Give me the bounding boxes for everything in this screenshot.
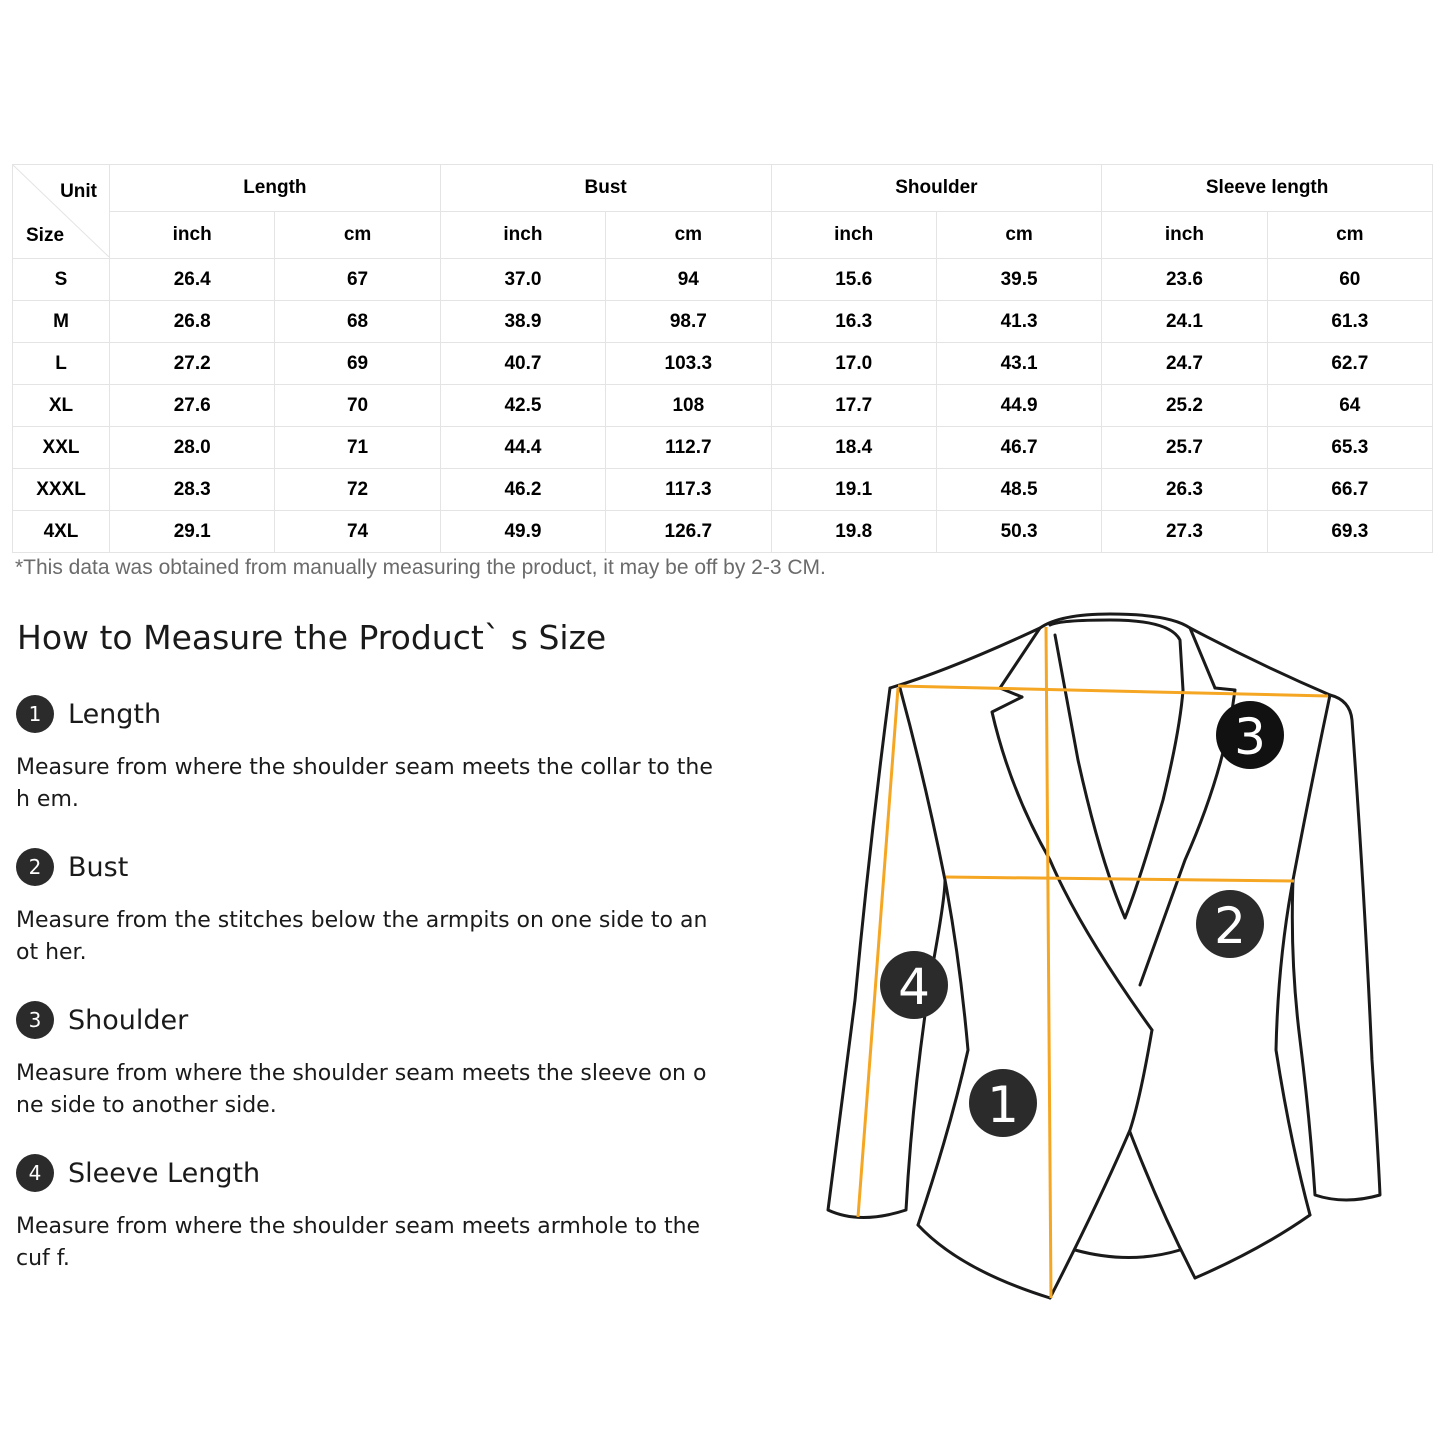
- marker-2: [1196, 890, 1264, 958]
- value-cell: 41.3: [936, 301, 1101, 343]
- size-cell: XXXL: [13, 469, 110, 511]
- table-row: [13, 259, 1433, 301]
- marker-4: [880, 951, 948, 1019]
- value-cell: 43.1: [936, 343, 1101, 385]
- group-header-shoulder: Shoulder: [771, 165, 1102, 212]
- value-cell: 74: [275, 511, 440, 553]
- step-number-badge: 4: [16, 1154, 54, 1192]
- step-title: Shoulder: [68, 1004, 189, 1036]
- step-title: Sleeve Length: [68, 1157, 261, 1189]
- value-cell: 69.3: [1267, 511, 1432, 553]
- size-rows: [13, 259, 1433, 553]
- step-bust: [16, 847, 716, 969]
- value-cell: 48.5: [936, 469, 1101, 511]
- value-cell: 26.8: [110, 301, 275, 343]
- value-cell: 50.3: [936, 511, 1101, 553]
- marker-3: [1216, 701, 1284, 769]
- value-cell: 29.1: [110, 511, 275, 553]
- value-cell: 68: [275, 301, 440, 343]
- size-chart-table: [12, 164, 1433, 553]
- step-description: Measure from where the shoulder seam meets the collar to the h em.: [16, 755, 713, 812]
- guide-title: How to Measure the Product` s Size: [17, 618, 607, 657]
- value-cell: 26.4: [110, 259, 275, 301]
- value-cell: 27.2: [110, 343, 275, 385]
- value-cell: 60: [1267, 259, 1432, 301]
- value-cell: 37.0: [440, 259, 605, 301]
- step-title: Bust: [68, 851, 129, 883]
- marker-3-label: 3: [1234, 708, 1266, 766]
- step-number-badge: 2: [16, 848, 54, 886]
- table-row: [13, 301, 1433, 343]
- value-cell: 39.5: [936, 259, 1101, 301]
- value-cell: 72: [275, 469, 440, 511]
- table-row: [13, 469, 1433, 511]
- value-cell: 49.9: [440, 511, 605, 553]
- value-cell: 46.2: [440, 469, 605, 511]
- marker-1-label: 1: [987, 1076, 1019, 1134]
- step-title: Length: [68, 698, 162, 730]
- unit-header: inch: [1102, 212, 1267, 259]
- value-cell: 19.8: [771, 511, 936, 553]
- value-cell: 108: [606, 385, 771, 427]
- step-shoulder: [16, 1000, 716, 1122]
- table-row: [13, 343, 1433, 385]
- unit-header: cm: [275, 212, 440, 259]
- value-cell: 42.5: [440, 385, 605, 427]
- unit-header: cm: [1267, 212, 1432, 259]
- size-cell: L: [13, 343, 110, 385]
- value-cell: 17.7: [771, 385, 936, 427]
- value-cell: 28.3: [110, 469, 275, 511]
- value-cell: 24.1: [1102, 301, 1267, 343]
- measurement-note: *This data was obtained from manually measuring the product, it may be off by 2-3 CM.: [15, 556, 826, 579]
- step-description: Measure from where the shoulder seam meets the sleeve on one side to another side.: [16, 1061, 707, 1118]
- unit-header: inch: [771, 212, 936, 259]
- value-cell: 44.4: [440, 427, 605, 469]
- group-header-length: Length: [110, 165, 441, 212]
- bust-measure-line: [946, 877, 1294, 881]
- value-cell: 38.9: [440, 301, 605, 343]
- unit-header: inch: [440, 212, 605, 259]
- value-cell: 98.7: [606, 301, 771, 343]
- step-number-badge: 3: [16, 1001, 54, 1039]
- value-cell: 71: [275, 427, 440, 469]
- value-cell: 15.6: [771, 259, 936, 301]
- value-cell: 65.3: [1267, 427, 1432, 469]
- value-cell: 61.3: [1267, 301, 1432, 343]
- step-number-badge: 1: [16, 695, 54, 733]
- value-cell: 27.3: [1102, 511, 1267, 553]
- value-cell: 23.6: [1102, 259, 1267, 301]
- value-cell: 19.1: [771, 469, 936, 511]
- unit-header: cm: [936, 212, 1101, 259]
- value-cell: 46.7: [936, 427, 1101, 469]
- corner-size-label: Size: [26, 225, 65, 246]
- step-sleeve-length: [16, 1153, 716, 1275]
- step-description: Measure from the stitches below the armpits on one side to anot her.: [16, 908, 708, 965]
- sleeve-measure-line: [858, 688, 898, 1217]
- table-row: [13, 427, 1433, 469]
- size-cell: XL: [13, 385, 110, 427]
- table-row: [13, 511, 1433, 553]
- value-cell: 40.7: [440, 343, 605, 385]
- marker-2-label: 2: [1214, 897, 1246, 955]
- corner-unit-label: Unit: [60, 181, 97, 202]
- length-measure-line: [1046, 627, 1051, 1298]
- table-corner-cell: [13, 165, 110, 259]
- value-cell: 44.9: [936, 385, 1101, 427]
- value-cell: 103.3: [606, 343, 771, 385]
- size-cell: XXL: [13, 427, 110, 469]
- value-cell: 17.0: [771, 343, 936, 385]
- jacket-measurement-diagram: [810, 600, 1400, 1320]
- value-cell: 112.7: [606, 427, 771, 469]
- value-cell: 62.7: [1267, 343, 1432, 385]
- value-cell: 70: [275, 385, 440, 427]
- value-cell: 16.3: [771, 301, 936, 343]
- marker-1: [969, 1069, 1037, 1137]
- unit-header: cm: [606, 212, 771, 259]
- shoulder-measure-line: [898, 686, 1328, 696]
- group-header-sleeve-length: Sleeve length: [1102, 165, 1433, 212]
- marker-4-label: 4: [898, 958, 930, 1016]
- value-cell: 27.6: [110, 385, 275, 427]
- value-cell: 94: [606, 259, 771, 301]
- value-cell: 18.4: [771, 427, 936, 469]
- value-cell: 66.7: [1267, 469, 1432, 511]
- value-cell: 69: [275, 343, 440, 385]
- value-cell: 126.7: [606, 511, 771, 553]
- value-cell: 28.0: [110, 427, 275, 469]
- value-cell: 24.7: [1102, 343, 1267, 385]
- step-length: [16, 694, 716, 816]
- value-cell: 64: [1267, 385, 1432, 427]
- size-cell: S: [13, 259, 110, 301]
- value-cell: 25.7: [1102, 427, 1267, 469]
- step-description: Measure from where the shoulder seam meets armhole to the cuf f.: [16, 1214, 701, 1271]
- value-cell: 26.3: [1102, 469, 1267, 511]
- group-header-bust: Bust: [440, 165, 771, 212]
- size-cell: 4XL: [13, 511, 110, 553]
- value-cell: 25.2: [1102, 385, 1267, 427]
- value-cell: 117.3: [606, 469, 771, 511]
- value-cell: 67: [275, 259, 440, 301]
- size-cell: M: [13, 301, 110, 343]
- unit-header: inch: [110, 212, 275, 259]
- table-row: [13, 385, 1433, 427]
